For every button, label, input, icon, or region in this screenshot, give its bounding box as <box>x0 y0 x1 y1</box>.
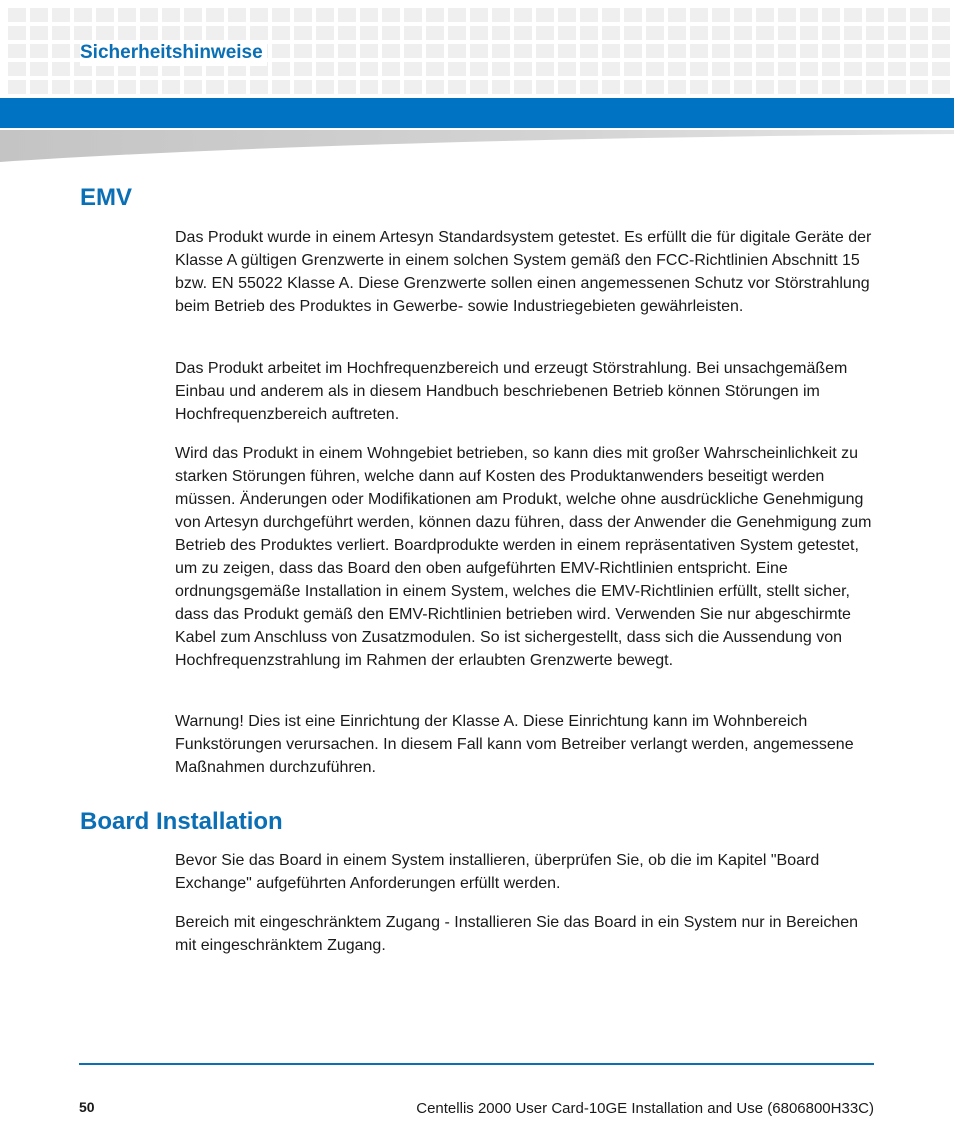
board-paragraph-2: Bereich mit eingeschränktem Zugang - Installieren Sie das Board in ein System nur in Bereichen mit eingeschränktem Zugang. <box>175 914 859 954</box>
heading-board-installation: Board Installation <box>80 808 283 835</box>
emv-warning-paragraph: Warnung! Dies ist eine Einrichtung der Klasse A. Diese Einrichtung kann im Wohnbereich Funkstörungen verursachen. In diesem Fall kann vom Betreiber verlangt werden, angemessene Maßnahmen durchzuführen. <box>175 713 854 776</box>
running-section-title: Sicherheitshinweise <box>80 40 267 66</box>
footer-divider <box>79 1063 874 1065</box>
heading-emv: EMV <box>80 184 133 211</box>
emv-paragraph-3: Wird das Produkt in einem Wohngebiet betrieben, so kann dies mit großer Wahrscheinlichkeit zu starken Störungen führen, welche dann auf Kosten des Produktanwenders beseitigt werden müssen. Änderungen oder Modifikationen am Produkt, welche ohne ausdrückliche Genehmigung von Artesyn durchgeführt werden, können dazu führen, dass der Anwender die Genehmigung zum Betrieb des Produktes verliert. Boardprodukte werden in einem repräsentativen System getestet, um zu zeigen, dass das Board den oben aufgeführten EMV-Richtlinien entspricht. Eine ordnungsgemäße Installation in einem System, welches die EMV-Richtlinien erfüllt, stellt sicher, dass das Produkt gemäß den EMV-Richtlinien betrieben wird. Verwenden Sie nur abgeschirmte Kabel zum Anschluss von Zusatzmodulen. So ist sichergestellt, dass sich die Aussendung von Hochfrequenzstrahlung im Rahmen der erlaubten Grenzwerte bewegt. <box>175 445 872 669</box>
header-blue-band <box>0 98 954 128</box>
board-paragraph-1: Bevor Sie das Board in einem System installieren, überprüfen Sie, ob die im Kapitel "Board Exchange" aufgeführten Anforderungen erfüllt werden. <box>175 852 820 892</box>
footer-document-title: Centellis 2000 User Card-10GE Installation and Use (6806800H33C) <box>416 1100 874 1117</box>
header-gray-swoosh <box>0 130 954 162</box>
page-number: 50 <box>79 1099 95 1115</box>
emv-paragraph-1: Das Produkt wurde in einem Artesyn Standardsystem getestet. Es erfüllt die für digitale Geräte der Klasse A gültigen Grenzwerte in einem solchen System gemäß den FCC-Richtlinien Abschnitt 15 bzw. EN 55022 Klasse A. Diese Grenzwerte sollen einen angemessenen Schutz vor Störstrahlung beim Betrieb des Produktes in Gewerbe- sowie Industriegebieten gewährleisten. <box>175 229 872 315</box>
emv-paragraph-2: Das Produkt arbeitet im Hochfrequenzbereich und erzeugt Störstrahlung. Bei unsachgemäßem Einbau und anderem als in diesem Handbuch beschriebenen Betrieb können Störungen im Hochfrequenzbereich auftreten. <box>175 360 848 423</box>
